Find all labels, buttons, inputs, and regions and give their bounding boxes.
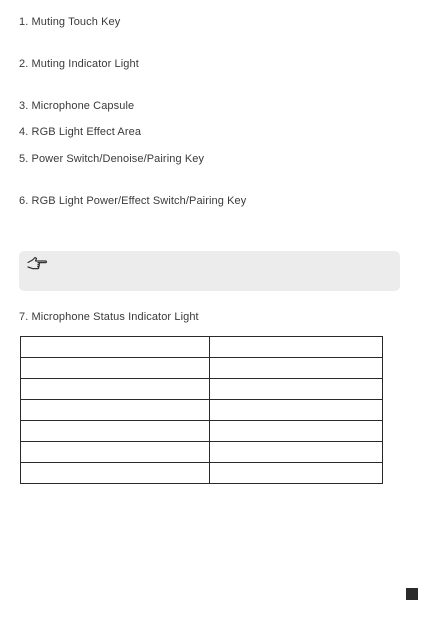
table-cell — [210, 400, 383, 421]
table-cell — [210, 463, 383, 484]
item-muting-indicator-light: 2. Muting Indicator Light — [19, 58, 139, 70]
table-cell — [21, 442, 210, 463]
table-row — [21, 463, 383, 484]
table-cell — [21, 337, 210, 358]
table-cell — [21, 379, 210, 400]
page-marker — [406, 588, 418, 600]
table-row — [21, 379, 383, 400]
note-box — [19, 251, 400, 291]
item-muting-touch-key: 1. Muting Touch Key — [19, 16, 121, 28]
table-row — [21, 337, 383, 358]
table-cell — [210, 358, 383, 379]
item-rgb-light-effect-area: 4. RGB Light Effect Area — [19, 126, 142, 138]
table-cell — [21, 463, 210, 484]
table-cell — [21, 358, 210, 379]
table-row — [21, 400, 383, 421]
table-cell — [210, 421, 383, 442]
table-cell — [210, 442, 383, 463]
status-indicator-table — [20, 336, 383, 484]
table-row — [21, 358, 383, 379]
item-microphone-status-indicator-light: 7. Microphone Status Indicator Light — [19, 311, 199, 323]
item-power-switch-key: 5. Power Switch/Denoise/Pairing Key — [19, 153, 205, 165]
table-cell — [21, 421, 210, 442]
pointing-hand-icon — [26, 255, 48, 273]
item-microphone-capsule: 3. Microphone Capsule — [19, 100, 135, 112]
table-cell — [210, 337, 383, 358]
table-cell — [21, 400, 210, 421]
table-cell — [210, 379, 383, 400]
item-rgb-power-effect-key: 6. RGB Light Power/Effect Switch/Pairing Key — [19, 195, 247, 207]
table-row — [21, 421, 383, 442]
table-row — [21, 442, 383, 463]
